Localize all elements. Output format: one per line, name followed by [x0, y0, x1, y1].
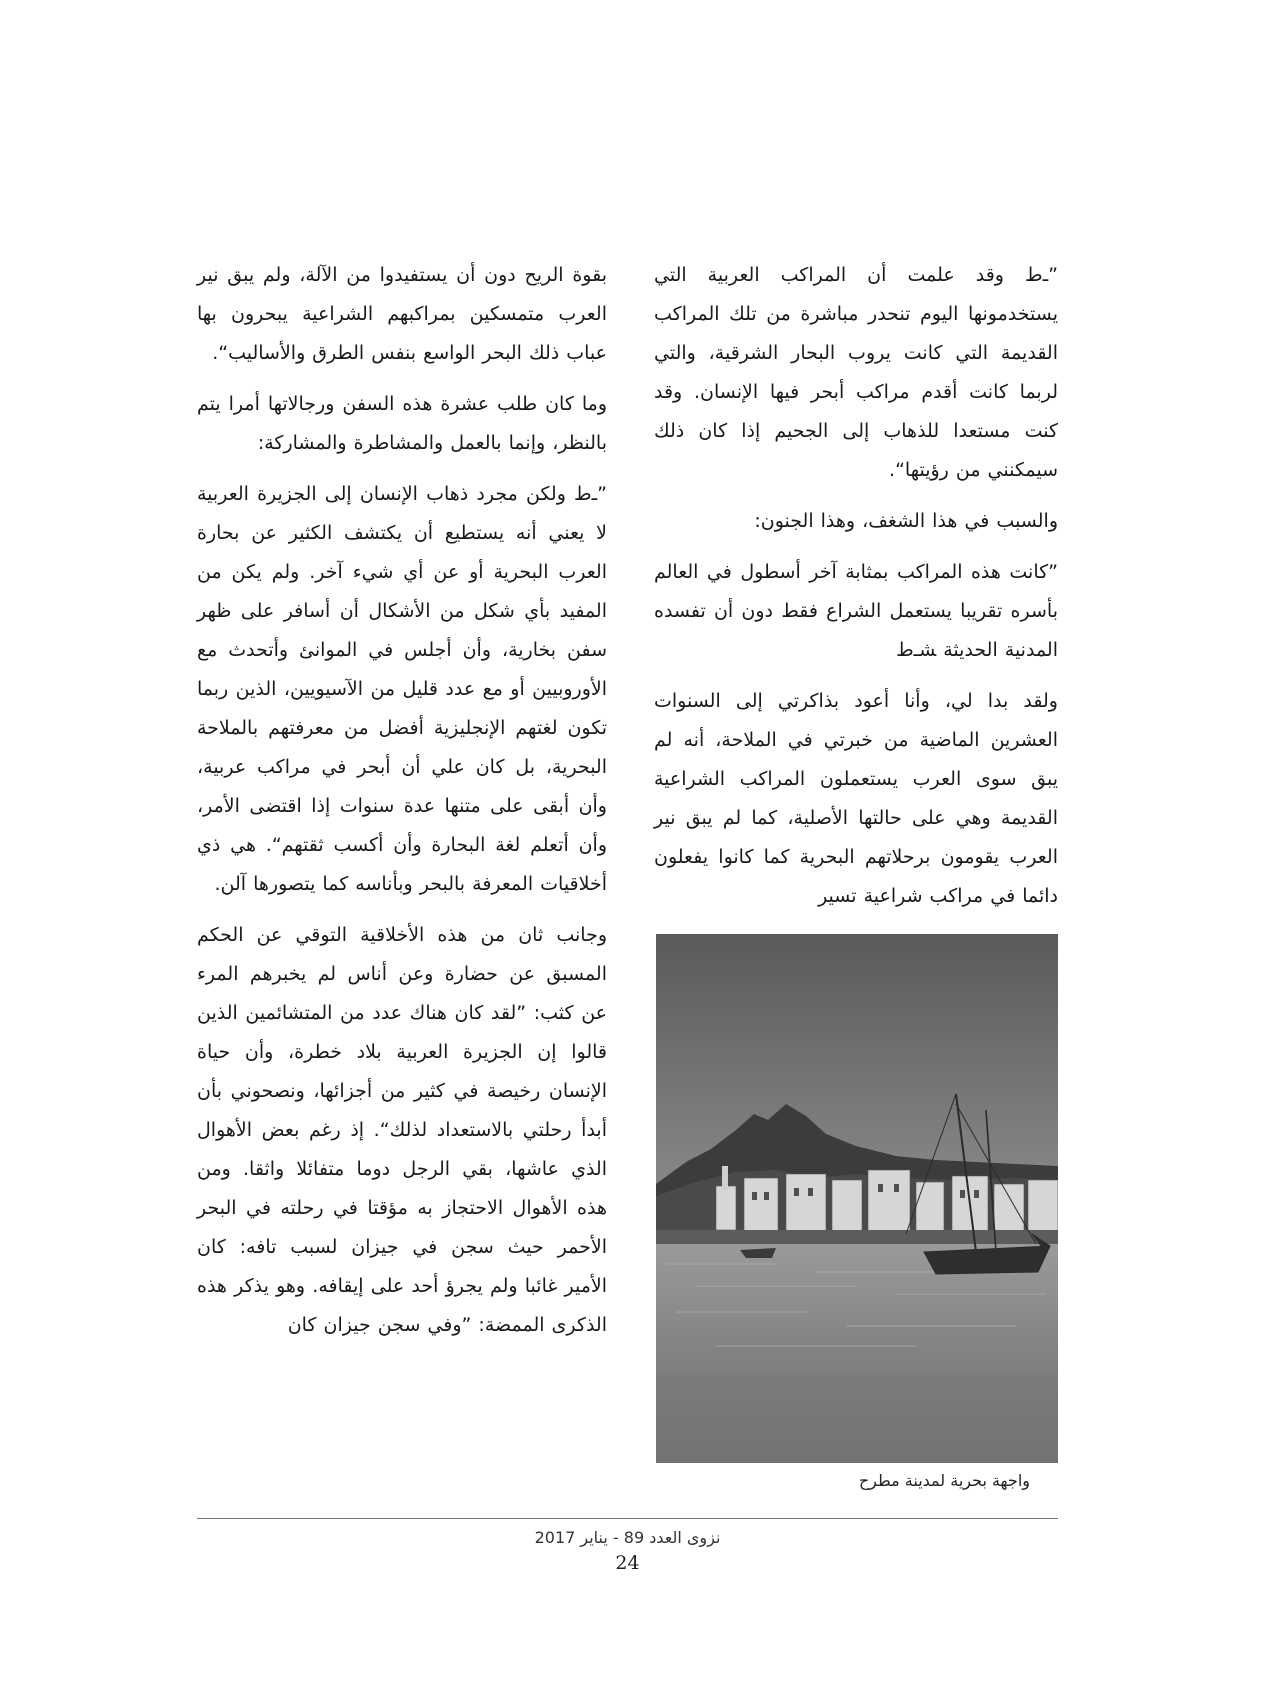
right-paragraph-3: ”كانت هذه المراكب بمثابة آخر أسطول في العالم بأسره تقريبا يستعمل الشراع فقط دون أن تفسده المدنية الحديثة ﺸـﻁ — [654, 561, 1058, 661]
footer-divider — [197, 1518, 1058, 1519]
right-paragraph-4: ولقد بدا لي، وأنا أعود بذاكرتي إلى السنوات العشرين الماضية من خبرتي في الملاحة، أنه لم يبق سوى العرب يستعملون المراكب الشراعية القديمة وهي على حالتها الأصلية، كما لم يبق نير العرب يقومون برحلاتهم البحرية كما كانوا يفعلون دائما في مراكب شراعية تسير — [654, 690, 1058, 907]
left-paragraph-3: ”ـﻁ ولكن مجرد ذهاب الإنسان إلى الجزيرة العربية لا يعني أنه يستطيع أن يكتشف الكثير عن بحارة العرب البحرية أو عن أي شيء آخر. ولم يكن من المفيد بأي شكل من الأشكال أن أسافر على ظهر سفن بخارية، وأن أجلس في الموانئ وأتحدث مع الأوروبيين أو مع عدد قليل من الآسيويين، الذين ربما تكون لغتهم الإنجليزية أفضل من معرفتهم بالملاحة البحرية، بل كان علي أن أبحر في مراكب عربية، وأن أبقى على متنها عدة سنوات إذا اقتضى الأمر، وأن أتعلم لغة البحارة وأن أكسب ثقتهم“. هي ذي أخلاقيات المعرفة بالبحر وبأناسه كما يتصورها آلن. — [197, 483, 607, 895]
harbor-photo-image — [656, 934, 1058, 1463]
right-paragraph-1: ”ـﻁ وقد علمت أن المراكب العربية التي يستخدمونها اليوم تنحدر مباشرة من تلك المراكب القديمة التي كانت يروب البحار الشرقية، والتي لربما كانت أقدم مراكب أبحر فيها الإنسان. وقد كنت مستعدا للذهاب إلى الجحيم إذا كان ذلك سيمكنني من رؤيتها“. — [654, 264, 1058, 481]
right-text-column — [654, 256, 1058, 928]
photo-caption: واجهة بحرية لمدينة مطرح — [858, 1471, 1030, 1490]
right-paragraph-2: والسبب في هذا الشغف، وهذا الجنون: — [754, 510, 1058, 532]
page-number: 24 — [615, 1552, 640, 1574]
left-paragraph-1: بقوة الريح دون أن يستفيدوا من الآلة، ولم يبق نير العرب متمسكين بمراكبهم الشراعية يبحرون بها عباب ذلك البحر الواسع بنفس الطرق والأساليب“. — [197, 264, 607, 364]
left-paragraph-4: وجانب ثان من هذه الأخلاقية التوقي عن الحكم المسبق عن حضارة وعن أناس لم يخبرهم المرء عن كثب: ”لقد كان هناك عدد من المتشائمين الذين قالوا إن الجزيرة العربية بلاد خطرة، وأن حياة الإنسان رخيصة في كثير من أجزائها، ونصحوني بأن أبدأ رحلتي بالاستعداد لذلك“. إذ رغم بعض الأهوال الذي عاشها، بقي الرجل دوما متفائلا واثقا. ومن هذه الأهوال الاحتجاز به مؤقتا في رحلته في البحر الأحمر حيث سجن في جيزان لسبب تافه: كان الأمير غائبا ولم يجرؤ أحد على إيقافه. وهو يذكر هذه الذكرى الممضة: ”وفي سجن جيزان كان — [197, 924, 607, 1336]
harbor-photo — [656, 934, 1058, 1463]
left-text-column — [197, 256, 607, 1357]
issue-line: نزوى العدد 89 - يناير 2017 — [534, 1528, 721, 1547]
left-paragraph-2: وما كان طلب عشرة هذه السفن ورجالاتها أمرا يتم بالنظر، وإنما بالعمل والمشاطرة والمشاركة: — [197, 393, 607, 454]
